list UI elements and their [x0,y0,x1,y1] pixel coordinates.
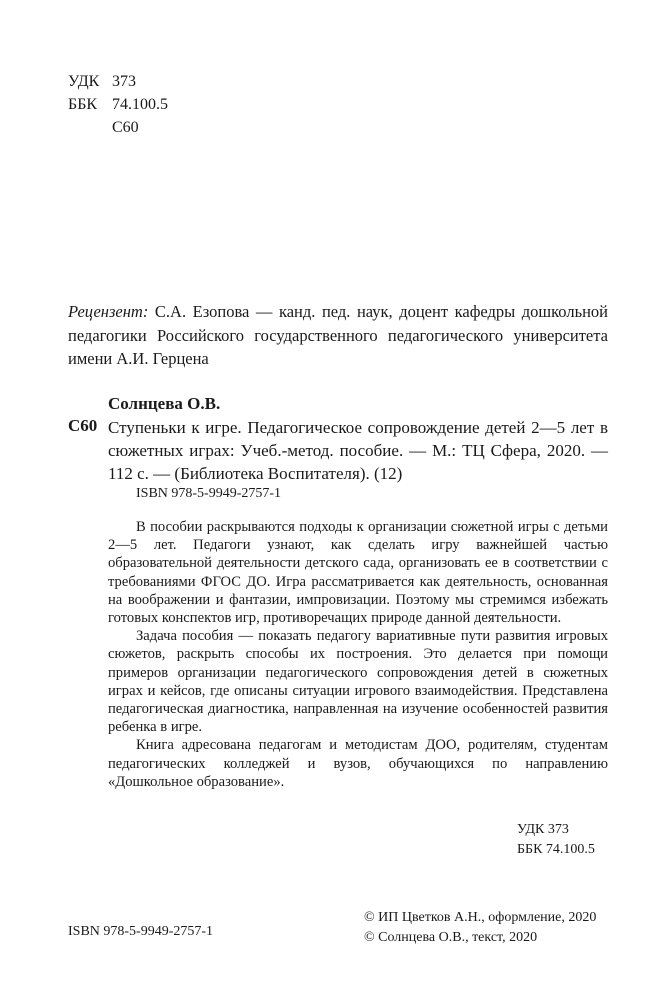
bbk-label: ББК [68,96,98,113]
author-name: Солнцева О.В. [108,394,221,413]
bibliographic-title: Ступеньки к игре. Педагогическое сопровождение детей 2—5 лет в сюжетных играх: Учеб.-метод. пособие. — М.: ТЦ Сфера, 2020. — 112 с. — (Библиотека Воспитателя). (12) [108,418,608,483]
udk-value: 373 [112,73,136,90]
copyright-block [364,908,596,948]
udk-footer: УДК 373 [517,822,569,837]
bbk-footer: ББК 74.100.5 [517,842,595,857]
annotation-paragraph: Книга адресована педагогам и методистам ДОО, родителям, студентам педагогических колледжей и вузов, обучающихся по направлению «Дошкольное образование». [108,737,608,790]
bbk-value: 74.100.5 [112,96,168,113]
reviewer-block [68,300,608,371]
udk-row [68,70,168,93]
udk-footer-block [517,820,595,860]
annotation [108,518,608,791]
bbk-row [68,93,168,116]
annotation-paragraph: В пособии раскрываются подходы к организации сюжетной игры с детьми 2—5 лет. Педагоги узнают, как сделать игру важнейшей частью образовательной деятельности детского сада, организовать ее в соответствии с требованиями ФГОС ДО. Игра рассматривается как деятельность, основанная на воображении и фантазии, импровизации. Поэтому мы стремимся избежать готовых конспектов игр, противоречащих природе данной деятельности. [108,519,608,627]
isbn-footer: ISBN 978-5-9949-2757-1 [68,924,214,939]
copyright-line: © ИП Цветков А.Н., оформление, 2020 [364,910,597,925]
annotation-paragraph: Задача пособия — показать педагогу вариативные пути развития игровых сюжетов, раскрыть способы их построения. Это делается при помощи примеров организации педагогического сопровождения детей в сюжетных играх и кейсов, где описаны ситуации игрового взаимодействия. Представлена педагогическая диагностика, направленная на изучение особенностей развития ребенка в игре. [108,628,608,736]
reviewer-label: Рецензент: [68,302,149,321]
udk-header-block [68,70,168,139]
reviewer-text: С.А. Езопова — канд. пед. наук, доцент кафедры дошкольной педагогики Российского государственного педагогического университета имени А.И. Герцена [68,302,608,368]
udk-label: УДК [68,73,100,90]
record-code: С60 [68,416,98,435]
copyright-line: © Солнцева О.В., текст, 2020 [364,930,538,945]
author-code: С60 [112,119,139,136]
isbn-record: ISBN 978-5-9949-2757-1 [136,486,282,501]
